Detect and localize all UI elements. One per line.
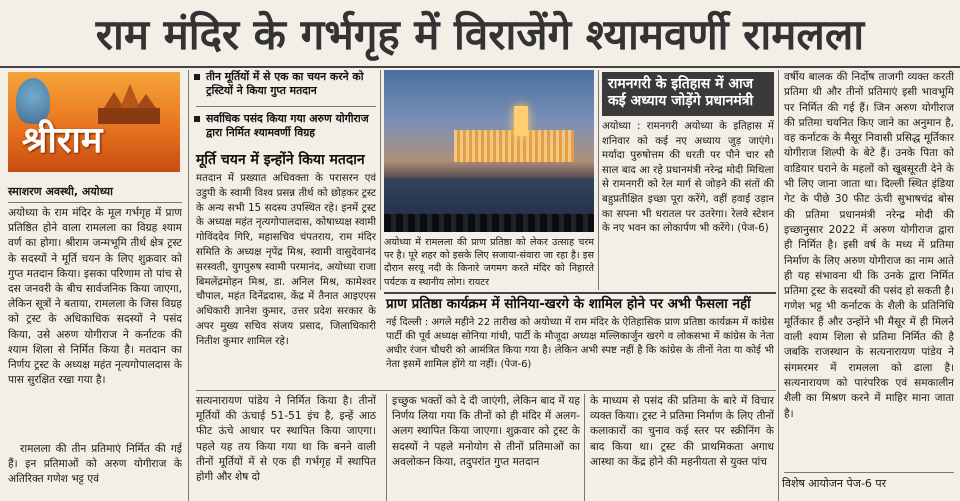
footer-rule	[784, 472, 954, 473]
headline-rule	[0, 66, 960, 68]
voters-paragraph: मतदान में प्रख्यात अधिवक्ता के परासरन एवं उडुपी के स्वामी विश्व प्रसन्न तीर्थ को छोड़कर ट्रस्ट के अन्य सभी 15 सदस्य उपस्थित रहे। इनमें ट्रस्ट के अध्यक्ष महंत नृत्यगोपालदास, कोषाध्यक्ष स्वामी गोविंददेव गिरि, महासचिव चंपतराय, राम मंदिर समिति के अध्यक्ष नृपेंद्र मिश्र, स्वामी वासुदेवानंद सरस्वती, युगपुरुष स्वामी परमानंद, अयोध्या राजा बिमलेंद्रमोहन मिश्र, डा. अनिल मिश्र, कामेश्वर चौपाल, महंत दिनेंद्रदास, केंद्र में तैनात आइएएस अधिकारी ज्ञानेश कुमार, उत्तर प्रदेश सरकार के अपर मुख्य सचिव संजय प्रसाद, जिलाधिकारी नितीश कुमार शामिल रहे।	[196, 173, 376, 347]
col-rule-2	[380, 70, 381, 290]
pm-story-title: रामनगरी के इतिहास में आज कई अध्याय जोड़ेंगे प्रधानमंत्री	[602, 72, 774, 116]
bullet-text: तीन मूर्तियों में से एक का चयन करने को ट्रस्टियों ने किया गुप्त मतदान	[206, 70, 364, 97]
col3-continuation: इच्छुक भक्तों को दे दी जाएंगी, लेकिन बाद में यह निर्णय लिया गया कि तीनों को ही मंदिर में अलग-अलग स्थापित किया जाएगा। शुक्रवार को ट्रस्ट के सदस्यों ने पहले मनोयोग से तीनों प्रतिमाओं का अवलोकन किया, तदुपरांत गुप्त मतदान	[392, 395, 580, 468]
wide-story-bottom-rule	[196, 390, 776, 391]
col-rule-3	[598, 70, 599, 290]
col5-paragraph: वर्षीय बालक की निर्दोष ताजगी व्यक्त करती प्रतिमा थी और तीनों प्रतिमाएं इसी भावभूमि पर निर्मित की गई हैं। जिन अरुण योगीराज की प्रतिमा चयनित किए जाने का अनुमान है, वह कर्नाटक के मैसूर निवासी प्रसिद्ध मूर्तिकार योगीराज शिल्पी के बेटे हैं। उनके पिता को वाडियार घराने के महलों को खूबसूरती देने के भी लिए जाना जाता था। दिल्ली स्थित इंडिया गेट के पीछे 30 फीट ऊंची सुभाषचंद्र बोस की प्रतिमा प्रधानमंत्री नरेन्द्र मोदी की इच्छानुसार 2022 में अरुण योगीराज द्वारा ही निर्मित है। इसी वर्ष के मध्य में प्रतिमा निर्माण के लिए अरुण योगीराज का नाम आते ही यह संभावना थी कि उनके द्वारा निर्मित प्रतिमा ट्रस्ट के सदस्यों की पसंद हो सकती है। गणेश भट्ट भी कर्नाटक के शैली के प्रतिनिधि मूर्तिकार हैं और उन्होंने भी मैसूर में ही मिलने वाली श्याम शिला से प्रतिमा निर्मित की है जबकि राजस्थान के सत्यनारायण पांडेय ने संगमरमर में रामलला को ढाला है। सत्यनारायण को पारंपरिक एवं समकालीन शैली का मिश्रण करने में माहिर माना जाता है।	[784, 71, 954, 420]
pm-story-body	[602, 120, 774, 290]
byline-rule	[8, 202, 182, 203]
logo-text: श्रीराम	[22, 119, 103, 161]
column-5-text	[784, 70, 954, 472]
bullet-2	[196, 112, 376, 144]
bullet-1	[196, 70, 376, 102]
column-4-bottom	[590, 394, 774, 500]
ayodhya-photo	[384, 70, 594, 232]
bullet-mark-icon	[194, 74, 200, 80]
col2-continuation: सत्यनारायण पांडेय ने निर्मित किया है। तीनों मूर्तियों की ऊंचाई 51-51 इंच है, इन्हें आठ फीट ऊंचे आधार पर स्थापित किया जाएगा। पहले यह तय किया गया था कि बनने वाली तीनों मूर्तियों में से एक ही गर्भगृह में स्थापित होगी और शेष दो	[196, 395, 376, 484]
crowd-silhouettes	[384, 214, 594, 232]
col-rule-4	[778, 70, 779, 501]
column-3-bottom	[392, 394, 580, 500]
main-headline: राम मंदिर के गर्भगृह में विराजेंगे श्यामवर्णी रामलला	[95, 9, 865, 59]
special-event-note: विशेष आयोजन पेज-6 पर	[782, 477, 887, 490]
column-1-text	[8, 206, 182, 438]
pm-story-paragraph: अयोध्या : रामनगरी अयोध्या के इतिहास में शनिवार को कई नए अध्याय जुड़ जाएंगे। मर्यादा पुरुषोत्तम की धरती पर पौने चार सौ साल बाद आ रहे प्रधानमंत्री नरेन्द्र मोदी मिथिला से रामनगरी को रेल मार्ग से जोड़ने की संतों की बहुप्रतीक्षित इच्छा पूरा करेंगे, वहीं हवाई उड़ान का सपना भी धरातल पर उतरेगा। रेलवे स्टेशन के नए भवन का लोकार्पण भी करेंगे। (पेज-6)	[602, 121, 774, 235]
sonia-kharge-story-title: प्राण प्रतिष्ठा कार्यक्रम में सोनिया-खरगे के शामिल होने पर अभी फैसला नहीं	[386, 296, 751, 312]
shri-ram-logo	[8, 72, 180, 172]
byline: स्माशरण अवस्थी, अयोध्या	[8, 185, 113, 198]
photo-caption: अयोध्या में रामलला की प्राण प्रतिष्ठा को लेकर उत्साह चरम पर है। पूरे शहर को इसके लिए सजाया-संवारा जा रहा है। इस दौरान सरयू नदी के किनारे जगमग करते मंदिर को निहारते पर्यटक व स्थानीय लोग। रायटर	[384, 237, 594, 288]
col4-continuation: के माध्यम से पसंद की प्रतिमा के बारे में विचार व्यक्त किया। ट्रस्ट ने प्रतिमा निर्माण के लिए तीनों कलाकारों का चुनाव कई स्तर पर स्क्रीनिंग के बाद किया था। ट्रस्ट की प्राथमिकता अगाध आस्था का केंद्र होने की महनीयता से युक्त पांच	[590, 395, 774, 468]
wide-story-top-rule	[384, 292, 776, 294]
column-2-bottom	[196, 394, 376, 500]
col-rule-1	[188, 70, 189, 501]
col1-paragraph-2: रामलला की तीन प्रतिमाएं निर्मित की गई हैं। इन प्रतिमाओं को अरुण योगीराज के अतिरिक्त गणेश भट्ट एवं	[8, 443, 182, 486]
bullet-mark-icon	[194, 116, 200, 122]
col-rule-5	[386, 394, 387, 501]
temple-spire	[514, 106, 528, 136]
sonia-kharge-story-body	[386, 316, 774, 388]
col-rule-6	[584, 394, 585, 501]
column-1-bottom	[8, 442, 182, 500]
bullet-text: सर्वाधिक पसंद किया गया अरुण योगीराज द्वारा निर्मित श्यामवर्णी विग्रह	[206, 112, 369, 139]
temple-icon	[94, 82, 164, 124]
column-2-text	[196, 172, 376, 386]
col1-paragraph: अयोध्या के राम मंदिर के मूल गर्भगृह में प्राण प्रतिष्ठित होने वाला रामलला का विग्रह श्याम वर्ण का होगा। श्रीराम जन्मभूमि तीर्थ क्षेत्र ट्रस्ट के सदस्यों ने मूर्ति चयन के लिए शुक्रवार को गुप्त मतदान किया। इसका परिणाम तो पांच से दस जनवरी के बीच सार्वजनिक किया जाएगा, लेकिन सूत्रों ने बताया, रामलला के जिस विग्रह को ट्रस्ट के अधिकाधिक सदस्यों ने पसंद किया, उसे अरुण योगीराज ने कर्नाटक की श्याम शिला से निर्मित किया है। मतदान का निर्णय ट्रस्ट के अध्यक्ष महंत नृत्यगोपालदास के पास सुरक्षित रखा गया है।	[8, 207, 182, 387]
sonia-kharge-paragraph: नई दिल्ली : अगले महीने 22 तारीख को अयोध्या में राम मंदिर के ऐतिहासिक प्राण प्रतिष्ठा कार्यक्रम में कांग्रेस पार्टी की पूर्व अध्यक्ष सोनिया गांधी, पार्टी के मौजूदा अध्यक्ष मल्लिकार्जुन खरगे व लोकसभा में कांग्रेस के नेता अधीर रंजन चौधरी को आमंत्रित किया गया है। लेकिन अभी स्पष्ट नहीं है कि कांग्रेस के तीनों नेता या कोई भी नेता इसमें शामिल होंगे या नहीं। (पेज-6)	[386, 317, 774, 370]
vote-subhead: मूर्ति चयन में इन्होंने किया मतदान	[196, 152, 365, 168]
bullet-rule	[196, 106, 376, 107]
